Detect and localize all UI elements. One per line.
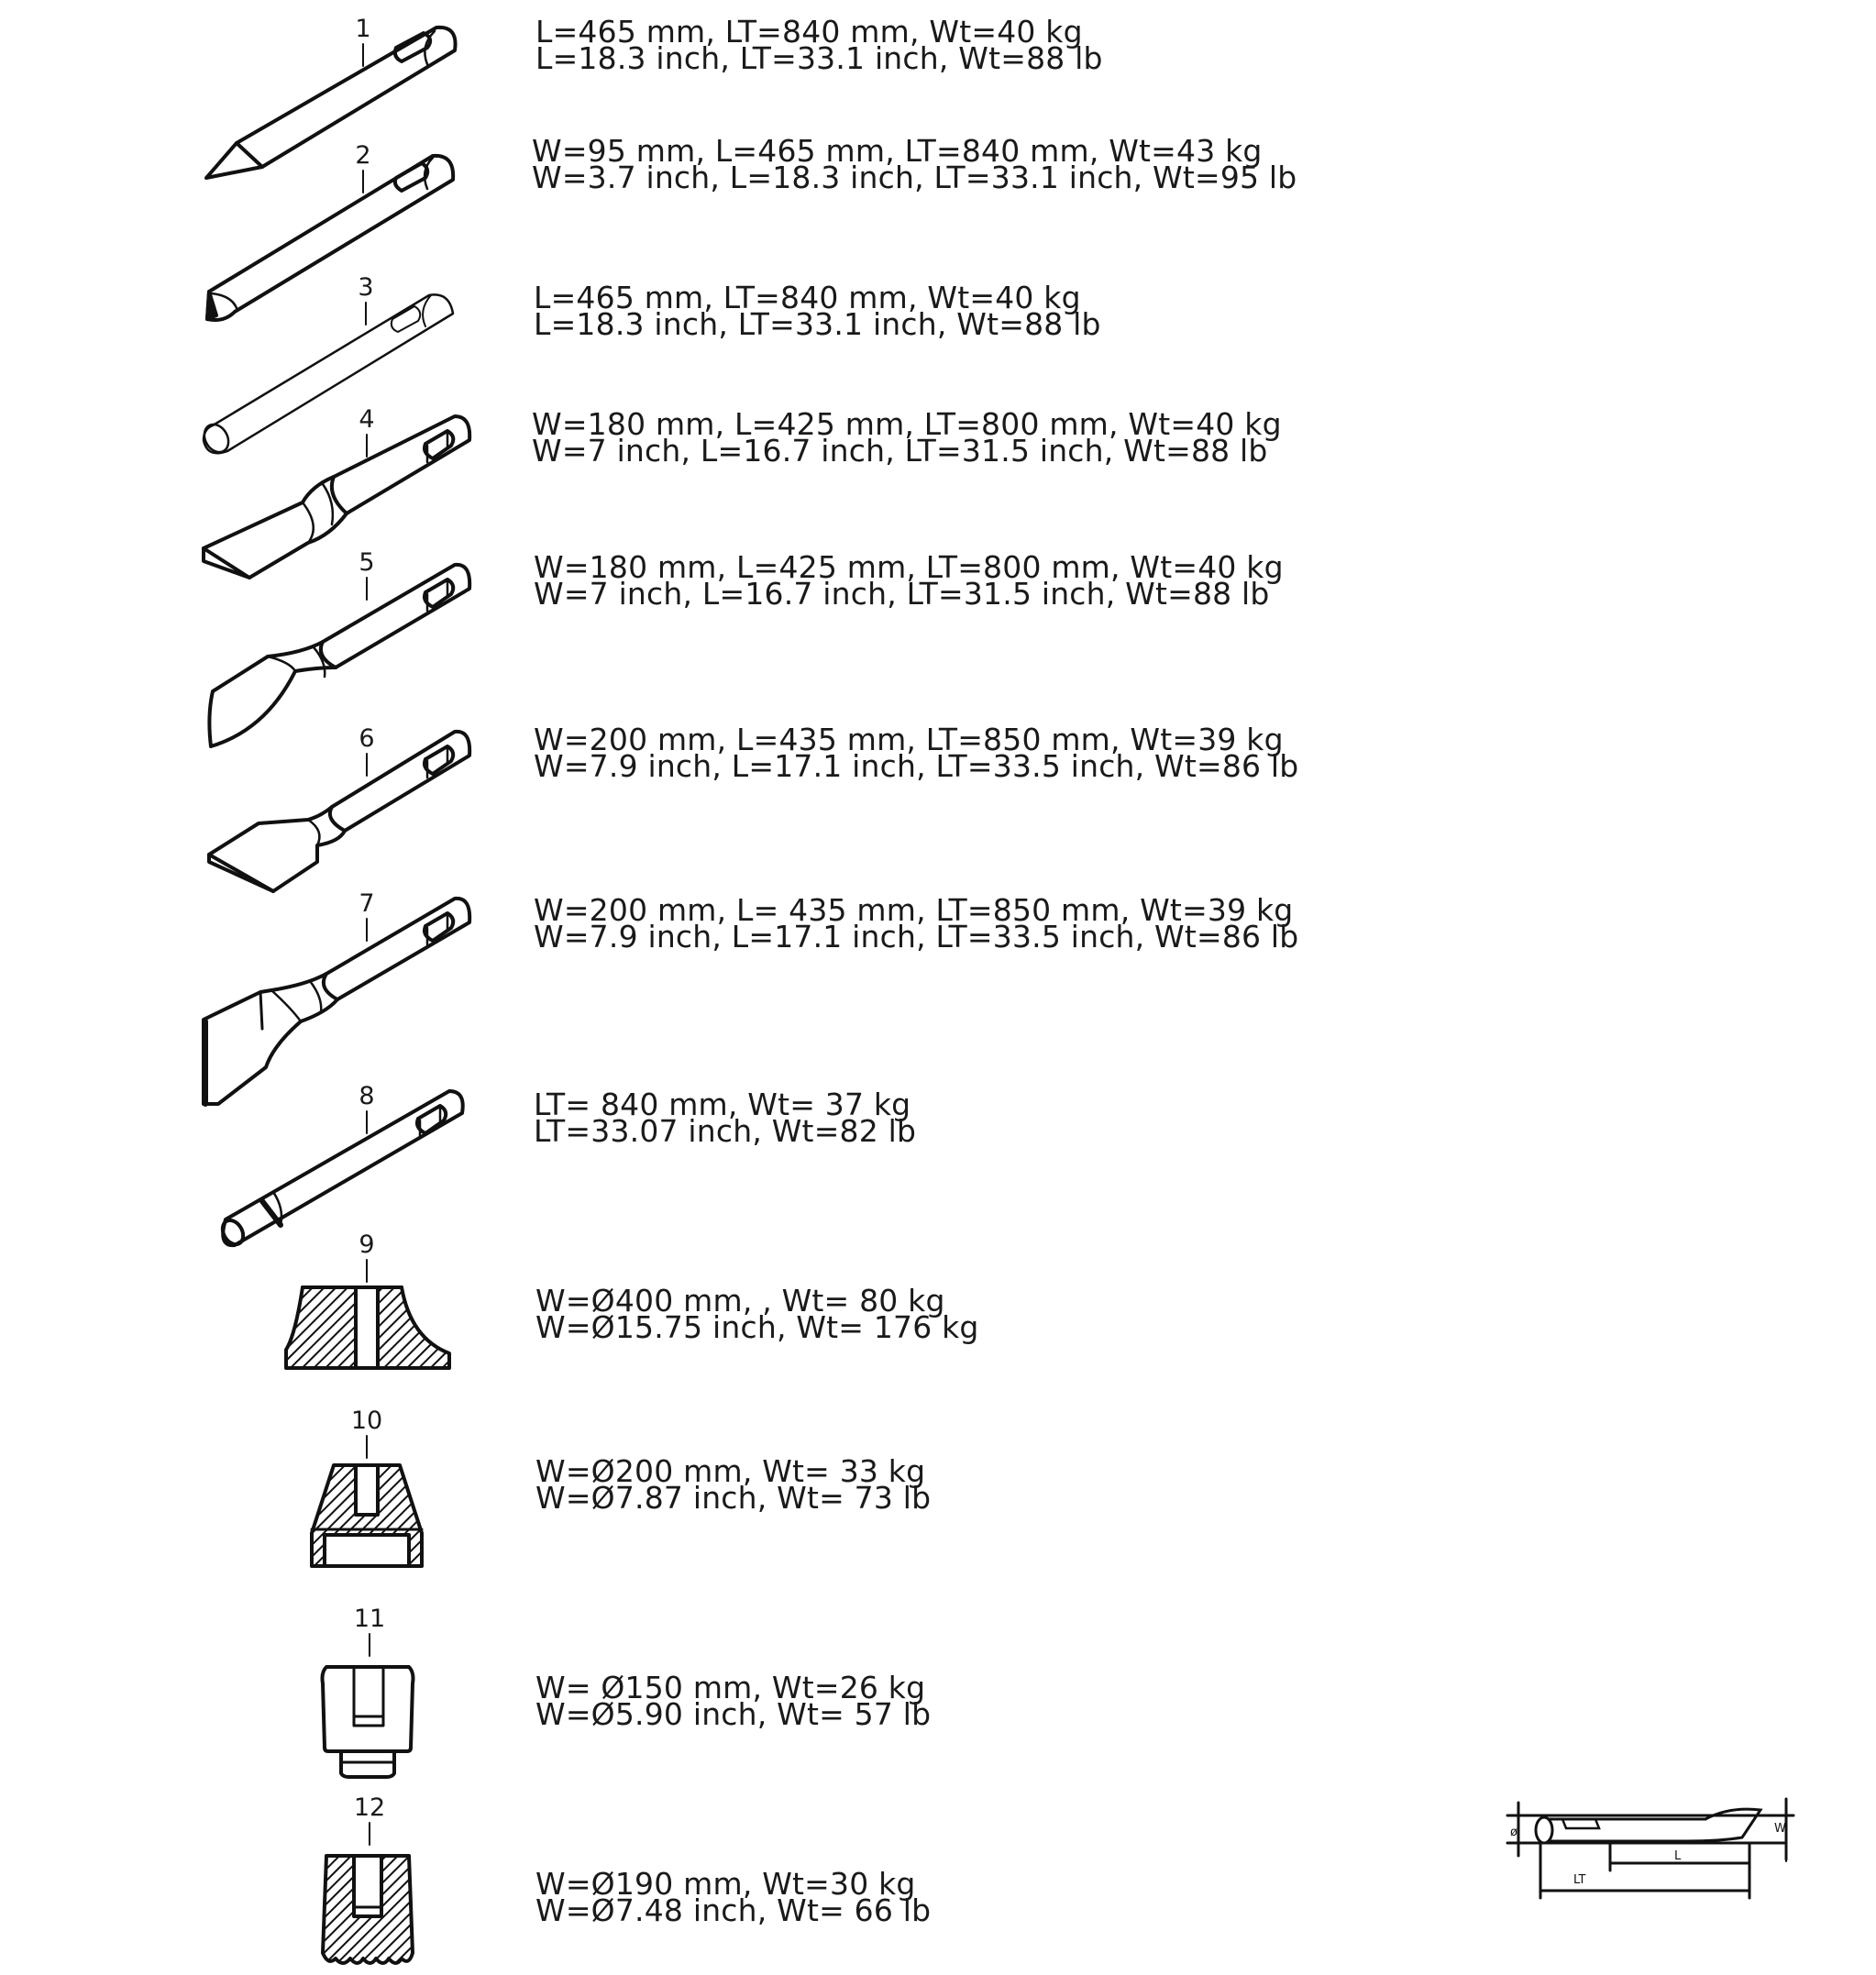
tool-8-spec bbox=[534, 1087, 917, 1149]
tool-4-spec bbox=[532, 406, 1282, 469]
spec-metric: W=180 mm, L=425 mm, LT=800 mm, Wt=40 kg bbox=[534, 549, 1284, 585]
tool-number: 12 bbox=[353, 1793, 386, 1822]
tool-number: 9 bbox=[359, 1230, 375, 1259]
spec-metric: W=95 mm, L=465 mm, LT=840 mm, Wt=43 kg bbox=[532, 133, 1263, 169]
spec-metric: W=180 mm, L=425 mm, LT=800 mm, Wt=40 kg bbox=[532, 406, 1282, 442]
spec-metric: L=465 mm, LT=840 mm, Wt=40 kg bbox=[534, 280, 1081, 315]
key-diameter-label: ø bbox=[1510, 1826, 1517, 1839]
leader-lines bbox=[363, 44, 370, 1845]
tool-2-spec bbox=[532, 133, 1297, 195]
spec-metric: W=Ø190 mm, Wt=30 kg bbox=[535, 1866, 916, 1902]
spec-imperial: W=Ø7.87 inch, Wt= 73 lb bbox=[535, 1480, 932, 1516]
key-length-label: L bbox=[1674, 1849, 1682, 1863]
tool-number: 5 bbox=[359, 548, 375, 577]
spec-imperial: W=7 inch, L=16.7 inch, LT=31.5 inch, Wt=88 lb bbox=[534, 576, 1270, 612]
tool-number: 3 bbox=[358, 273, 374, 302]
tool-5-wide-chisel bbox=[209, 565, 469, 746]
spec-imperial: W=7 inch, L=16.7 inch, LT=31.5 inch, Wt=88 lb bbox=[532, 433, 1268, 469]
tool-number: 4 bbox=[359, 405, 375, 434]
tool-number: 6 bbox=[359, 724, 375, 753]
tool-number: 8 bbox=[359, 1082, 375, 1110]
tool-12-spiked-pad bbox=[323, 1856, 413, 1963]
tool-10-spec bbox=[535, 1453, 932, 1516]
tool-3-blunt bbox=[200, 294, 453, 456]
tool-7-broad-flat bbox=[204, 899, 469, 1104]
tool-11-spec bbox=[535, 1670, 932, 1732]
spec-imperial: L=18.3 inch, LT=33.1 inch, Wt=88 lb bbox=[535, 40, 1103, 76]
spec-metric: W=Ø200 mm, Wt= 33 kg bbox=[535, 1453, 926, 1489]
spec-imperial: W=Ø5.90 inch, Wt= 57 lb bbox=[535, 1696, 932, 1732]
spec-imperial: L=18.3 inch, LT=33.1 inch, Wt=88 lb bbox=[534, 306, 1101, 342]
tool-number: 1 bbox=[355, 15, 371, 43]
spec-metric: W=200 mm, L= 435 mm, LT=850 mm, Wt=39 kg bbox=[534, 892, 1294, 928]
tool-5-spec bbox=[534, 549, 1284, 612]
tool-12-spec bbox=[535, 1866, 932, 1928]
tool-3-spec bbox=[534, 280, 1101, 342]
tool-2-narrow-chisel bbox=[207, 156, 453, 320]
spec-metric: W= Ø150 mm, Wt=26 kg bbox=[535, 1670, 926, 1705]
tool-11-pad bbox=[323, 1667, 414, 1777]
tool-number: 11 bbox=[353, 1605, 386, 1633]
spec-metric: W=200 mm, L=435 mm, LT=850 mm, Wt=39 kg bbox=[534, 722, 1284, 757]
spec-imperial: W=7.9 inch, L=17.1 inch, LT=33.5 inch, Wt=86 lb bbox=[534, 748, 1299, 784]
spec-imperial: LT=33.07 inch, Wt=82 lb bbox=[534, 1113, 917, 1149]
tool-6-spec bbox=[534, 722, 1299, 784]
tool-1-moil-point bbox=[206, 28, 456, 178]
tool-1-spec bbox=[535, 14, 1103, 76]
tool-9-compaction-plate bbox=[286, 1287, 449, 1368]
tool-10-tamper-head bbox=[312, 1465, 422, 1566]
dimension-key-diagram bbox=[1507, 1799, 1793, 1898]
tool-number: 2 bbox=[355, 141, 371, 170]
tool-8-slim-point bbox=[218, 1091, 462, 1248]
spec-metric: LT= 840 mm, Wt= 37 kg bbox=[534, 1087, 911, 1122]
spec-imperial: W=Ø7.48 inch, Wt= 66 lb bbox=[535, 1892, 932, 1928]
tool-number: 7 bbox=[359, 889, 375, 918]
tool-6-spade bbox=[209, 732, 469, 891]
key-total-length-label: LT bbox=[1573, 1873, 1586, 1887]
spec-imperial: W=3.7 inch, L=18.3 inch, LT=33.1 inch, Wt=95 lb bbox=[532, 160, 1297, 195]
tool-number: 10 bbox=[350, 1407, 383, 1435]
spec-metric: L=465 mm, LT=840 mm, Wt=40 kg bbox=[535, 14, 1083, 50]
spec-metric: W=Ø400 mm, , Wt= 80 kg bbox=[535, 1283, 945, 1319]
spec-imperial: W=Ø15.75 inch, Wt= 176 kg bbox=[535, 1309, 979, 1345]
key-width-label: W bbox=[1774, 1822, 1786, 1836]
tool-9-spec bbox=[535, 1283, 979, 1345]
spec-imperial: W=7.9 inch, L=17.1 inch, LT=33.5 inch, Wt=86 lb bbox=[534, 919, 1299, 954]
tool-7-spec bbox=[534, 892, 1299, 954]
